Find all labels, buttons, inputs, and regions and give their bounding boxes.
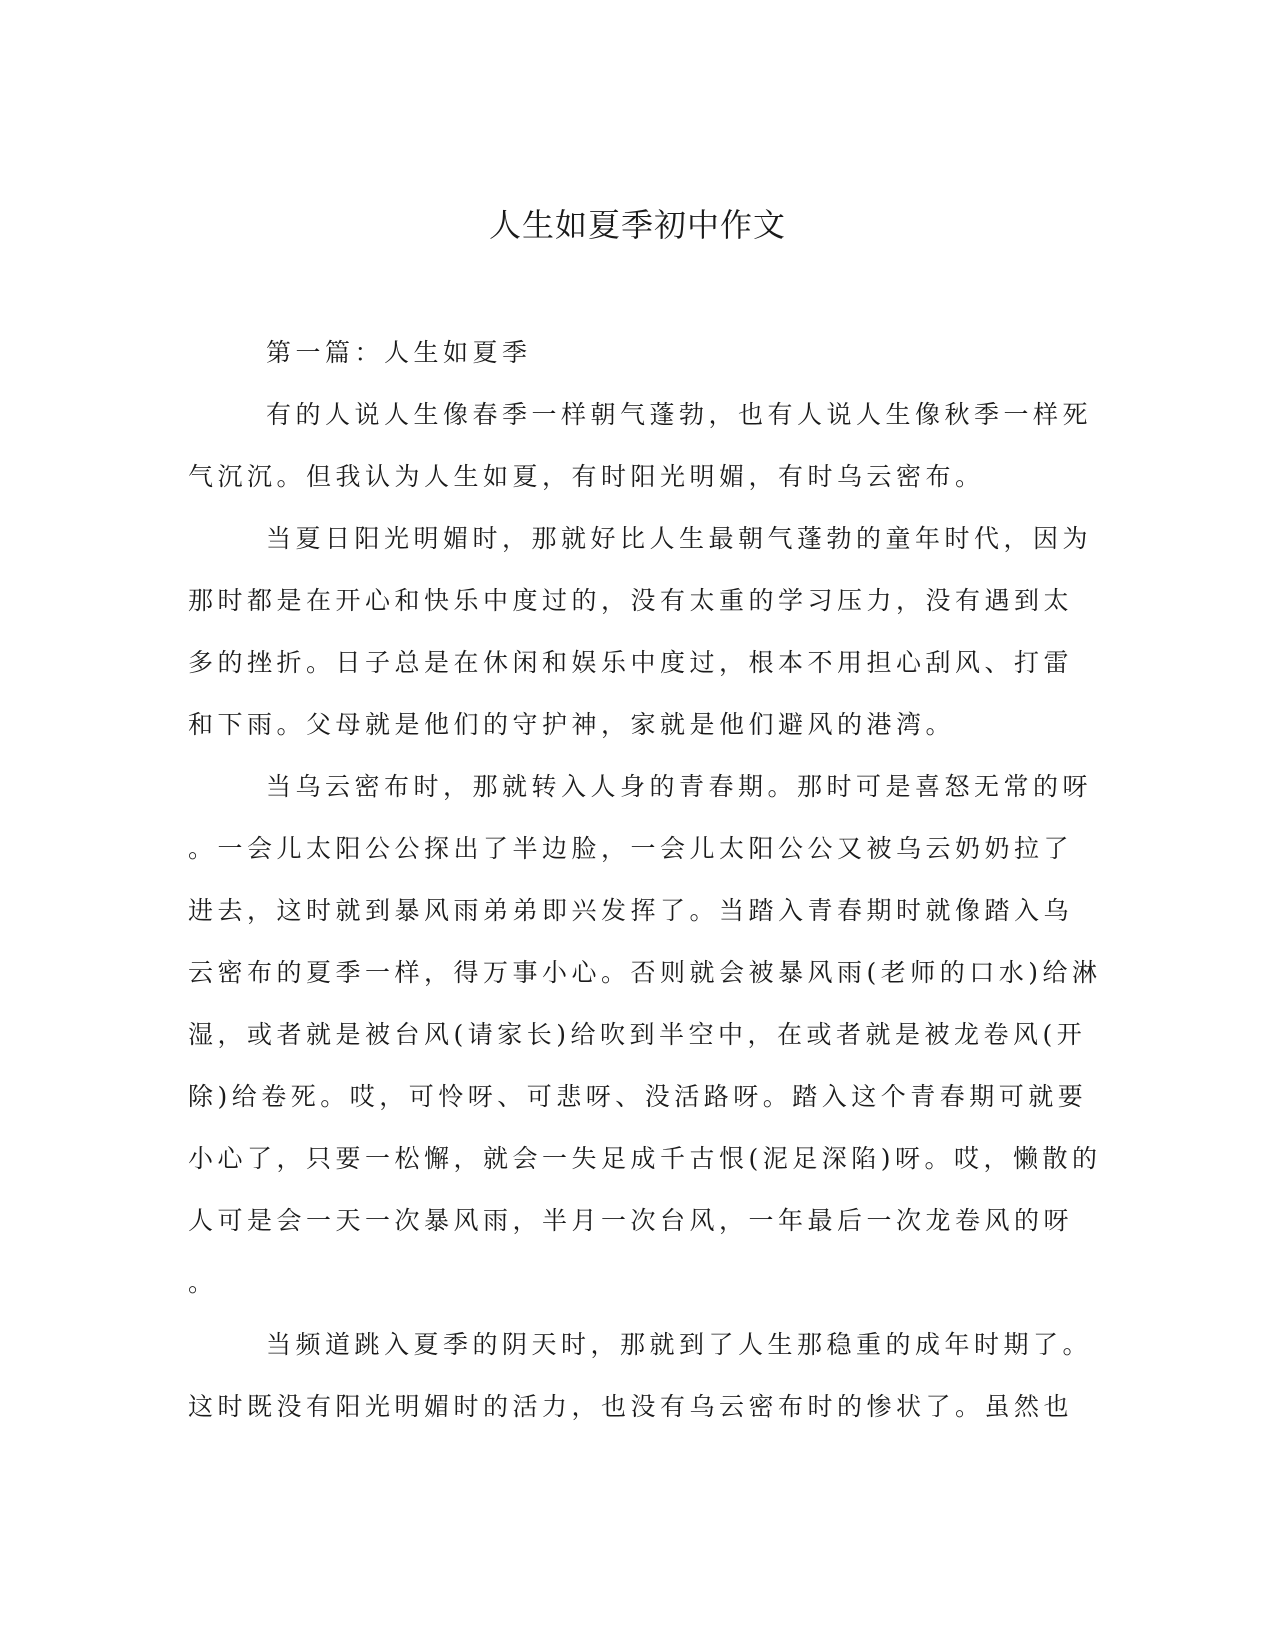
- text-line: 。一会儿太阳公公探出了半边脸，一会儿太阳公公又被乌云奶奶拉了: [188, 834, 1074, 863]
- text-line: 除)给卷死。哎，可怜呀、可悲呀、没活路呀。踏入这个青春期可就要: [188, 1082, 1088, 1111]
- text-line: 。: [188, 1268, 218, 1297]
- text-line: 那时都是在开心和快乐中度过的，没有太重的学习压力，没有遇到太: [188, 586, 1074, 615]
- text-line: 人可是会一天一次暴风雨，半月一次台风，一年最后一次龙卷风的呀: [188, 1206, 1074, 1235]
- text-line: 这时既没有阳光明媚时的活力，也没有乌云密布时的惨状了。虽然也: [188, 1392, 1074, 1421]
- document-body: [188, 322, 1102, 1438]
- text-line: 和下雨。父母就是他们的守护神，家就是他们避风的港湾。: [188, 710, 956, 739]
- text-line: 第一篇：人生如夏季: [266, 338, 532, 367]
- text-line: 湿，或者就是被台风(请家长)给吹到半空中，在或者就是被龙卷风(开: [188, 1020, 1087, 1049]
- text-line: 进去，这时就到暴风雨弟弟即兴发挥了。当踏入青春期时就像踏入乌: [188, 896, 1074, 925]
- text-line: 云密布的夏季一样，得万事小心。否则就会被暴风雨(老师的口水)给淋: [188, 958, 1102, 987]
- text-line: 当乌云密布时，那就转入人身的青春期。那时可是喜怒无常的呀: [266, 772, 1093, 801]
- text-line: 当夏日阳光明媚时，那就好比人生最朝气蓬勃的童年时代，因为: [266, 524, 1093, 553]
- text-line: 小心了，只要一松懈，就会一失足成千古恨(泥足深陷)呀。哎，懒散的: [188, 1144, 1102, 1173]
- text-line: 气沉沉。但我认为人生如夏，有时阳光明媚，有时乌云密布。: [188, 462, 985, 491]
- text-line: 多的挫折。日子总是在休闲和娱乐中度过，根本不用担心刮风、打雷: [188, 648, 1074, 677]
- text-line: 当频道跳入夏季的阴天时，那就到了人生那稳重的成年时期了。: [266, 1330, 1093, 1359]
- document-title: 人生如夏季初中作文: [488, 206, 786, 244]
- text-line: 有的人说人生像春季一样朝气蓬勃，也有人说人生像秋季一样死: [266, 400, 1093, 429]
